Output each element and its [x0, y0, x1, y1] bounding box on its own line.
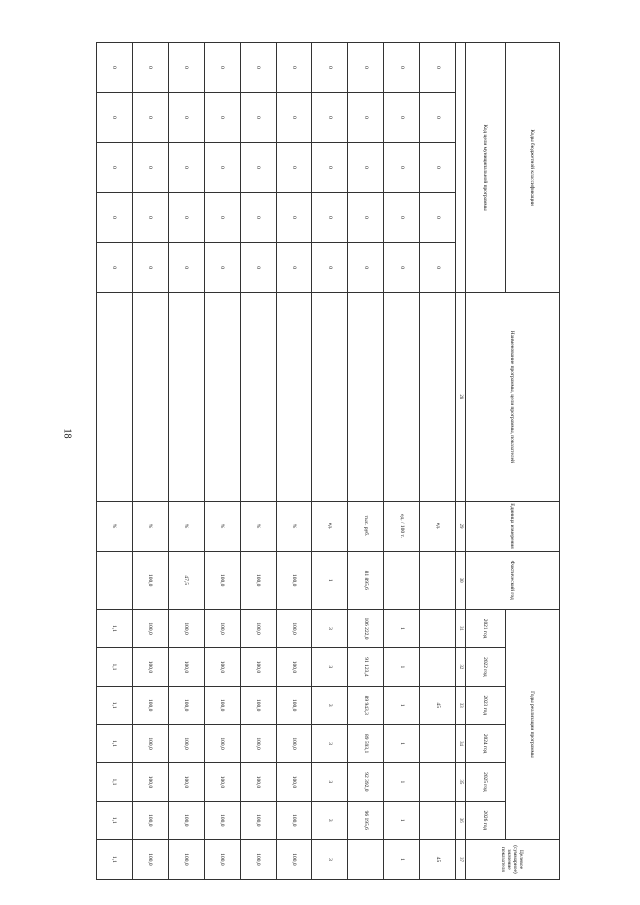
- table-row: [312, 43, 348, 880]
- table-row: [97, 43, 133, 880]
- header-year-2024: 2024 год: [466, 724, 506, 762]
- year-value-cell: 100,0: [240, 609, 276, 647]
- table-row: [348, 43, 384, 880]
- header-year-2021: 2021 год: [466, 609, 506, 647]
- code-cell: 0: [276, 193, 312, 243]
- header-unit: Единица измерения: [466, 501, 560, 551]
- table-row: [132, 43, 168, 880]
- year-value-cell: [420, 648, 456, 686]
- target-cell: 100,0: [204, 839, 240, 879]
- code-cell: 0: [204, 93, 240, 143]
- year-value-cell: 100,0: [132, 801, 168, 839]
- year-value-cell: 1: [384, 648, 420, 686]
- unit-cell: ед. / 100 т.: [384, 501, 420, 551]
- column-number: 37: [456, 839, 466, 879]
- table-row: [384, 43, 420, 880]
- unit-cell: %: [276, 501, 312, 551]
- header-name: Наименование программы, цели программы, показателей: [466, 293, 560, 501]
- table-row: [276, 43, 312, 880]
- column-number: 29: [456, 501, 466, 551]
- year-value-cell: 100,0: [132, 724, 168, 762]
- column-number: 28: [456, 293, 466, 501]
- target-cell: 1,1: [97, 839, 133, 879]
- code-cell: 0: [384, 93, 420, 143]
- year-value-cell: 1,1: [97, 763, 133, 801]
- code-cell: 0: [168, 93, 204, 143]
- header-bk-codes: Коды бюджетной классификации: [506, 43, 560, 293]
- target-cell: 100,0: [240, 839, 276, 879]
- code-cell: 0: [348, 193, 384, 243]
- fact-cell: 100,0: [132, 551, 168, 609]
- code-cell: 0: [240, 43, 276, 93]
- code-cell: 0: [97, 243, 133, 293]
- target-cell: 100,0: [276, 839, 312, 879]
- code-cell: 0: [168, 243, 204, 293]
- year-value-cell: [420, 801, 456, 839]
- code-cell: 0: [384, 243, 420, 293]
- year-value-cell: 1,1: [97, 801, 133, 839]
- year-value-cell: 100,0: [240, 686, 276, 724]
- year-value-cell: 100,0: [240, 724, 276, 762]
- code-cell: 0: [384, 43, 420, 93]
- fact-cell: [97, 551, 133, 609]
- indicator-description: [384, 293, 420, 501]
- year-value-cell: 3: [312, 648, 348, 686]
- indicator-description: [420, 293, 456, 501]
- column-number: 33: [456, 686, 466, 724]
- target-cell: 1: [384, 839, 420, 879]
- unit-cell: ед.: [420, 501, 456, 551]
- table-row: [168, 43, 204, 880]
- target-cell: 100,0: [132, 839, 168, 879]
- table-row: [240, 43, 276, 880]
- year-value-cell: 3: [312, 763, 348, 801]
- code-cell: 0: [348, 243, 384, 293]
- year-value-cell: 3: [312, 801, 348, 839]
- fact-cell: [384, 551, 420, 609]
- code-cell: 0: [312, 243, 348, 293]
- code-cell: 0: [204, 143, 240, 193]
- fact-cell: 81 895,6: [348, 551, 384, 609]
- year-value-cell: 3: [312, 686, 348, 724]
- year-value-cell: 1: [384, 724, 420, 762]
- indicator-description: [348, 293, 384, 501]
- code-cell: 0: [384, 143, 420, 193]
- year-value-cell: 1: [384, 763, 420, 801]
- fact-cell: 100,0: [276, 551, 312, 609]
- year-value-cell: 91 123,4: [348, 648, 384, 686]
- indicator-description: [312, 293, 348, 501]
- year-value-cell: 100,0: [132, 686, 168, 724]
- column-number: [456, 43, 466, 293]
- code-cell: 0: [240, 193, 276, 243]
- indicator-description: [168, 293, 204, 501]
- code-cell: 0: [312, 43, 348, 93]
- year-value-cell: 100,0: [276, 648, 312, 686]
- table-row: [204, 43, 240, 880]
- code-cell: 0: [97, 193, 133, 243]
- column-number: 34: [456, 724, 466, 762]
- code-cell: 0: [168, 143, 204, 193]
- year-value-cell: [420, 609, 456, 647]
- year-value-cell: 100,0: [276, 724, 312, 762]
- unit-cell: ед.: [312, 501, 348, 551]
- header-year-2025: 2025 год: [466, 763, 506, 801]
- year-value-cell: 100,0: [168, 801, 204, 839]
- year-value-cell: 100,0: [204, 763, 240, 801]
- code-cell: 0: [132, 143, 168, 193]
- target-cell: 3: [312, 839, 348, 879]
- year-value-cell: 100,0: [168, 609, 204, 647]
- indicator-description: [97, 293, 133, 501]
- header-year-2022: 2022 год: [466, 648, 506, 686]
- year-value-cell: 1,1: [97, 686, 133, 724]
- code-cell: 0: [240, 93, 276, 143]
- year-value-cell: 100,0: [168, 648, 204, 686]
- year-value-cell: 3: [312, 724, 348, 762]
- year-value-cell: 89 943,3: [348, 686, 384, 724]
- header-fact: Фактический год: [466, 551, 560, 609]
- year-value-cell: 100,0: [132, 763, 168, 801]
- unit-cell: тыс. руб.: [348, 501, 384, 551]
- code-cell: 0: [132, 193, 168, 243]
- year-value-cell: 100,0: [168, 763, 204, 801]
- code-cell: 0: [168, 193, 204, 243]
- column-number: 32: [456, 648, 466, 686]
- year-value-cell: 100,0: [204, 648, 240, 686]
- code-cell: 0: [420, 143, 456, 193]
- code-cell: 0: [420, 243, 456, 293]
- year-value-cell: 96 195,6: [348, 801, 384, 839]
- unit-cell: %: [204, 501, 240, 551]
- header-year-2023: 2023 год: [466, 686, 506, 724]
- year-value-cell: 92 392,0: [348, 763, 384, 801]
- code-cell: 0: [276, 93, 312, 143]
- code-cell: 0: [240, 243, 276, 293]
- code-cell: 0: [312, 143, 348, 193]
- year-value-cell: 100,0: [240, 763, 276, 801]
- header-target: Целевое (суммарное) значение показателя: [466, 839, 560, 879]
- code-cell: 0: [168, 43, 204, 93]
- year-value-cell: [420, 724, 456, 762]
- year-value-cell: 1: [384, 686, 420, 724]
- unit-cell: %: [168, 501, 204, 551]
- column-number-row: [456, 43, 466, 880]
- code-cell: 0: [384, 193, 420, 243]
- code-cell: 0: [132, 243, 168, 293]
- unit-cell: %: [97, 501, 133, 551]
- column-number: 30: [456, 551, 466, 609]
- year-value-cell: 1: [384, 801, 420, 839]
- year-value-cell: 100,0: [204, 724, 240, 762]
- code-cell: 0: [97, 143, 133, 193]
- indicator-description: [132, 293, 168, 501]
- code-cell: 0: [132, 93, 168, 143]
- fact-cell: [420, 551, 456, 609]
- code-cell: 0: [276, 243, 312, 293]
- year-value-cell: 1,1: [97, 724, 133, 762]
- code-cell: 0: [204, 43, 240, 93]
- code-cell: 0: [348, 43, 384, 93]
- year-value-cell: 100,0: [276, 609, 312, 647]
- indicator-description: [204, 293, 240, 501]
- code-cell: 0: [240, 143, 276, 193]
- year-value-cell: [420, 763, 456, 801]
- table-body: [97, 43, 456, 880]
- year-value-cell: 100,0: [204, 686, 240, 724]
- code-cell: 0: [420, 93, 456, 143]
- year-value-cell: 100,0: [132, 609, 168, 647]
- header-year-2026: 2026 год: [466, 801, 506, 839]
- code-cell: 0: [276, 43, 312, 93]
- fact-cell: 100,0: [240, 551, 276, 609]
- year-value-cell: 45: [420, 686, 456, 724]
- code-cell: 0: [204, 243, 240, 293]
- indicator-description: [276, 293, 312, 501]
- indicator-description: [240, 293, 276, 501]
- year-value-cell: 100,0: [132, 648, 168, 686]
- year-value-cell: 100,0: [240, 801, 276, 839]
- column-number: 35: [456, 763, 466, 801]
- year-value-cell: 1: [384, 609, 420, 647]
- year-value-cell: 100,0: [240, 648, 276, 686]
- year-value-cell: 100,0: [168, 724, 204, 762]
- code-cell: 0: [348, 93, 384, 143]
- column-number: 31: [456, 609, 466, 647]
- code-cell: 0: [276, 143, 312, 193]
- year-value-cell: 100,0: [276, 763, 312, 801]
- code-cell: 0: [204, 193, 240, 243]
- unit-cell: %: [240, 501, 276, 551]
- year-value-cell: 100,0: [204, 801, 240, 839]
- program-indicators-table: [96, 42, 560, 880]
- code-cell: 0: [420, 43, 456, 93]
- year-value-cell: 1,1: [97, 648, 133, 686]
- code-cell: 0: [312, 193, 348, 243]
- year-value-cell: 106 222,0: [348, 609, 384, 647]
- table-row: [420, 43, 456, 880]
- column-number: 36: [456, 801, 466, 839]
- code-cell: 0: [420, 193, 456, 243]
- year-value-cell: 100,0: [168, 686, 204, 724]
- target-cell: [348, 839, 384, 879]
- rotated-table-container: [96, 42, 560, 880]
- fact-cell: 100,0: [204, 551, 240, 609]
- code-cell: 0: [97, 93, 133, 143]
- target-cell: 45: [420, 839, 456, 879]
- fact-cell: 47,5: [168, 551, 204, 609]
- code-cell: 0: [348, 143, 384, 193]
- fact-cell: 1: [312, 551, 348, 609]
- year-value-cell: 89 593,1: [348, 724, 384, 762]
- code-cell: 0: [312, 93, 348, 143]
- header-goal-code: Код цели муниципальной программы: [466, 43, 506, 293]
- code-cell: 0: [97, 43, 133, 93]
- target-cell: 100,0: [168, 839, 204, 879]
- year-value-cell: 100,0: [276, 801, 312, 839]
- header-years-group: Годы реализации программы: [506, 609, 560, 839]
- page-number: 18: [61, 428, 73, 439]
- year-value-cell: 100,0: [204, 609, 240, 647]
- year-value-cell: 100,0: [276, 686, 312, 724]
- year-value-cell: 3: [312, 609, 348, 647]
- unit-cell: %: [132, 501, 168, 551]
- code-cell: 0: [132, 43, 168, 93]
- year-value-cell: 1,1: [97, 609, 133, 647]
